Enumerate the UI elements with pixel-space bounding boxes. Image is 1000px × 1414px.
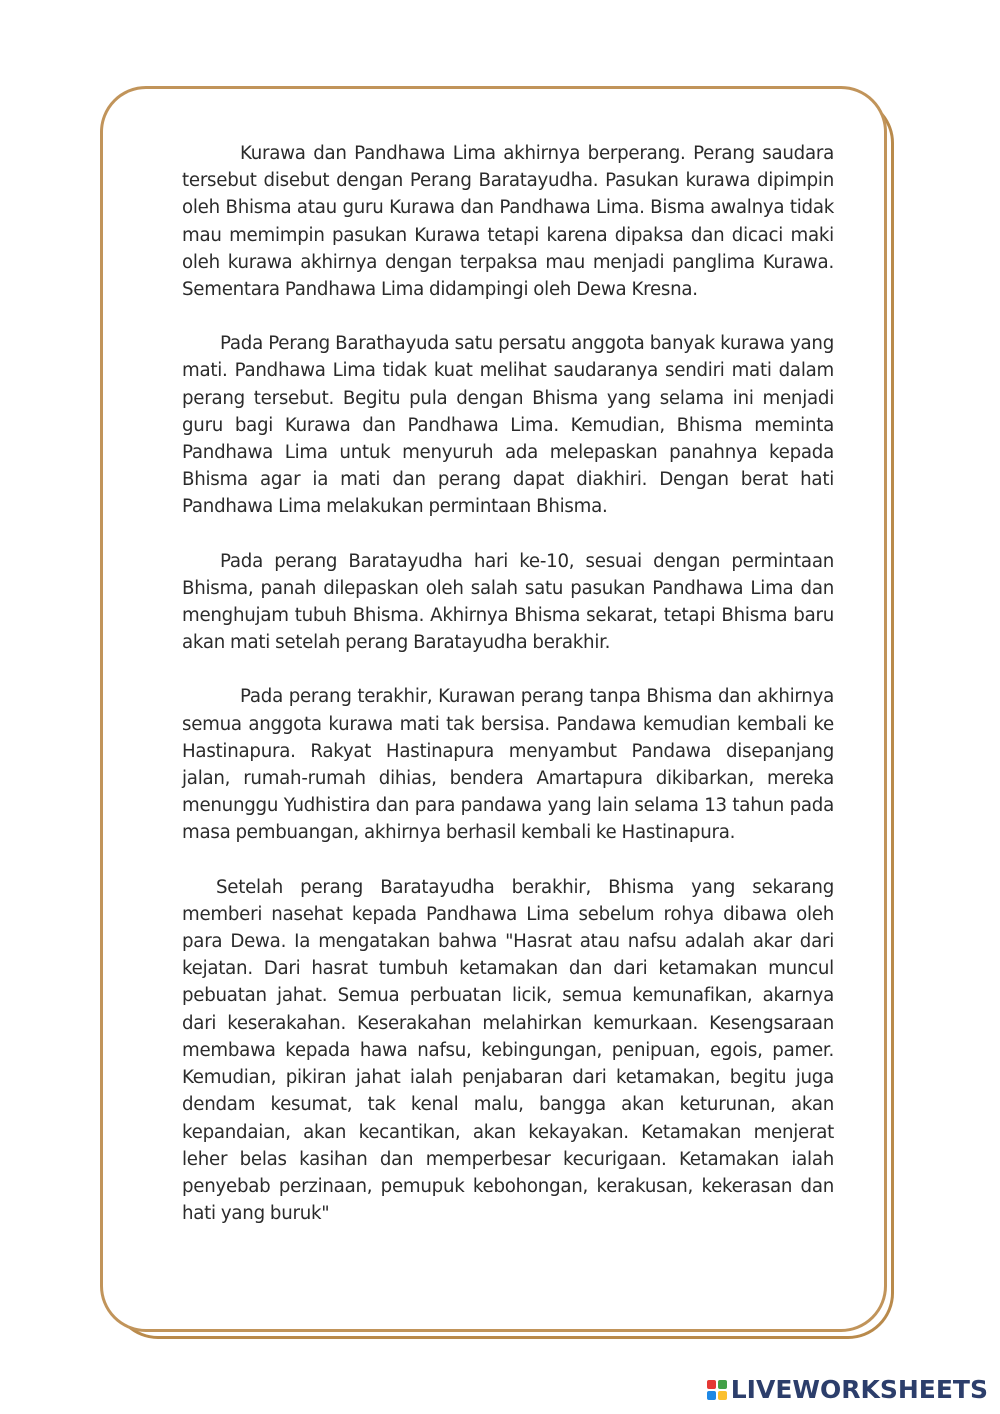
paragraph-2: Pada Perang Barathayuda satu persatu anggota banyak kurawa yang mati. Pandhawa Lima tidak kuat melihat saudaranya sendiri mati dalam perang tersebut. Begitu pula dengan Bhisma yang selama ini menjadi guru bagi Kurawa dan Pandhawa Lima. Kemudian, Bhisma meminta Pandhawa Lima untuk menyuruh ada melepaskan panahnya kepada Bhisma agar ia mati dan perang dapat diakhiri. Dengan berat hati Pandhawa Lima melakukan permintaan Bhisma. [182,333,834,518]
logo-square-blue [707,1391,716,1400]
logo-square-green [718,1380,727,1389]
paragraph-1: Kurawa dan Pandhawa Lima akhirnya berperang. Perang saudara tersebut disebut dengan Perang Baratayudha. Pasukan kurawa dipimpin oleh Bhisma atau guru Kurawa dan Pandhawa Lima. Bisma awalnya tidak mau memimpin pasukan Kurawa tetapi karena dipaksa dan dicaci maki oleh kurawa akhirnya dengan terpaksa mau menjadi panglima Kurawa. Sementara Pandhawa Lima didampingi oleh Dewa Kresna. [182,143,834,301]
liveworksheets-logo [707,1376,988,1404]
story-text [182,140,834,1254]
logo-text: LIVEWORKSHEETS [730,1375,988,1404]
paragraph-5: Setelah perang Baratayudha berakhir, Bhisma yang sekarang memberi nasehat kepada Pandhawa Lima sebelum rohya dibawa oleh para Dewa. Ia mengatakan bahwa "Hasrat atau nafsu adalah akar dari kejatan. Dari hasrat tumbuh ketamakan dan dari ketamakan muncul pebuatan jahat. Semua perbuatan licik, semua kemunafikan, akarnya dari keserakahan. Keserakahan melahirkan kemurkaan. Kesengsaraan membawa kepada hawa nafsu, kebingungan, penipuan, egois, pamer. Kemudian, pikiran jahat ialah penjabaran dari ketamakan, begitu juga dendam kesumat, tak kenal malu, bangga akan keturunan, akan kepandaian, akan kecantikan, akan kekayakan. Ketamakan menjerat leher belas kasihan dan memperbesar kecurigaan. Ketamakan ialah penyebab perzinaan, pemupuk kebohongan, kerakusan, kekerasan dan hati yang buruk" [182,876,834,1225]
logo-grid-icon [707,1380,727,1400]
logo-square-yellow [718,1391,727,1400]
logo-square-red [707,1380,716,1389]
paragraph-3: Pada perang Baratayudha hari ke-10, sesuai dengan permintaan Bhisma, panah dilepaskan oleh salah satu pasukan Pandhawa Lima dan menghujam tubuh Bhisma. Akhirnya Bhisma sekarat, tetapi Bhisma baru akan mati setelah perang Baratayudha berakhir. [182,550,834,654]
paragraph-4: Pada perang terakhir, Kurawan perang tanpa Bhisma dan akhirnya semua anggota kurawa mati tak bersisa. Pandawa kemudian kembali ke Hastinapura. Rakyat Hastinapura menyambut Pandawa disepanjang jalan, rumah-rumah dihias, bendera Amartapura dikibarkan, mereka menunggu Yudhistira dan para pandawa yang lain selama 13 tahun pada masa pembuangan, akhirnya berhasil kembali ke Hastinapura. [182,686,834,844]
